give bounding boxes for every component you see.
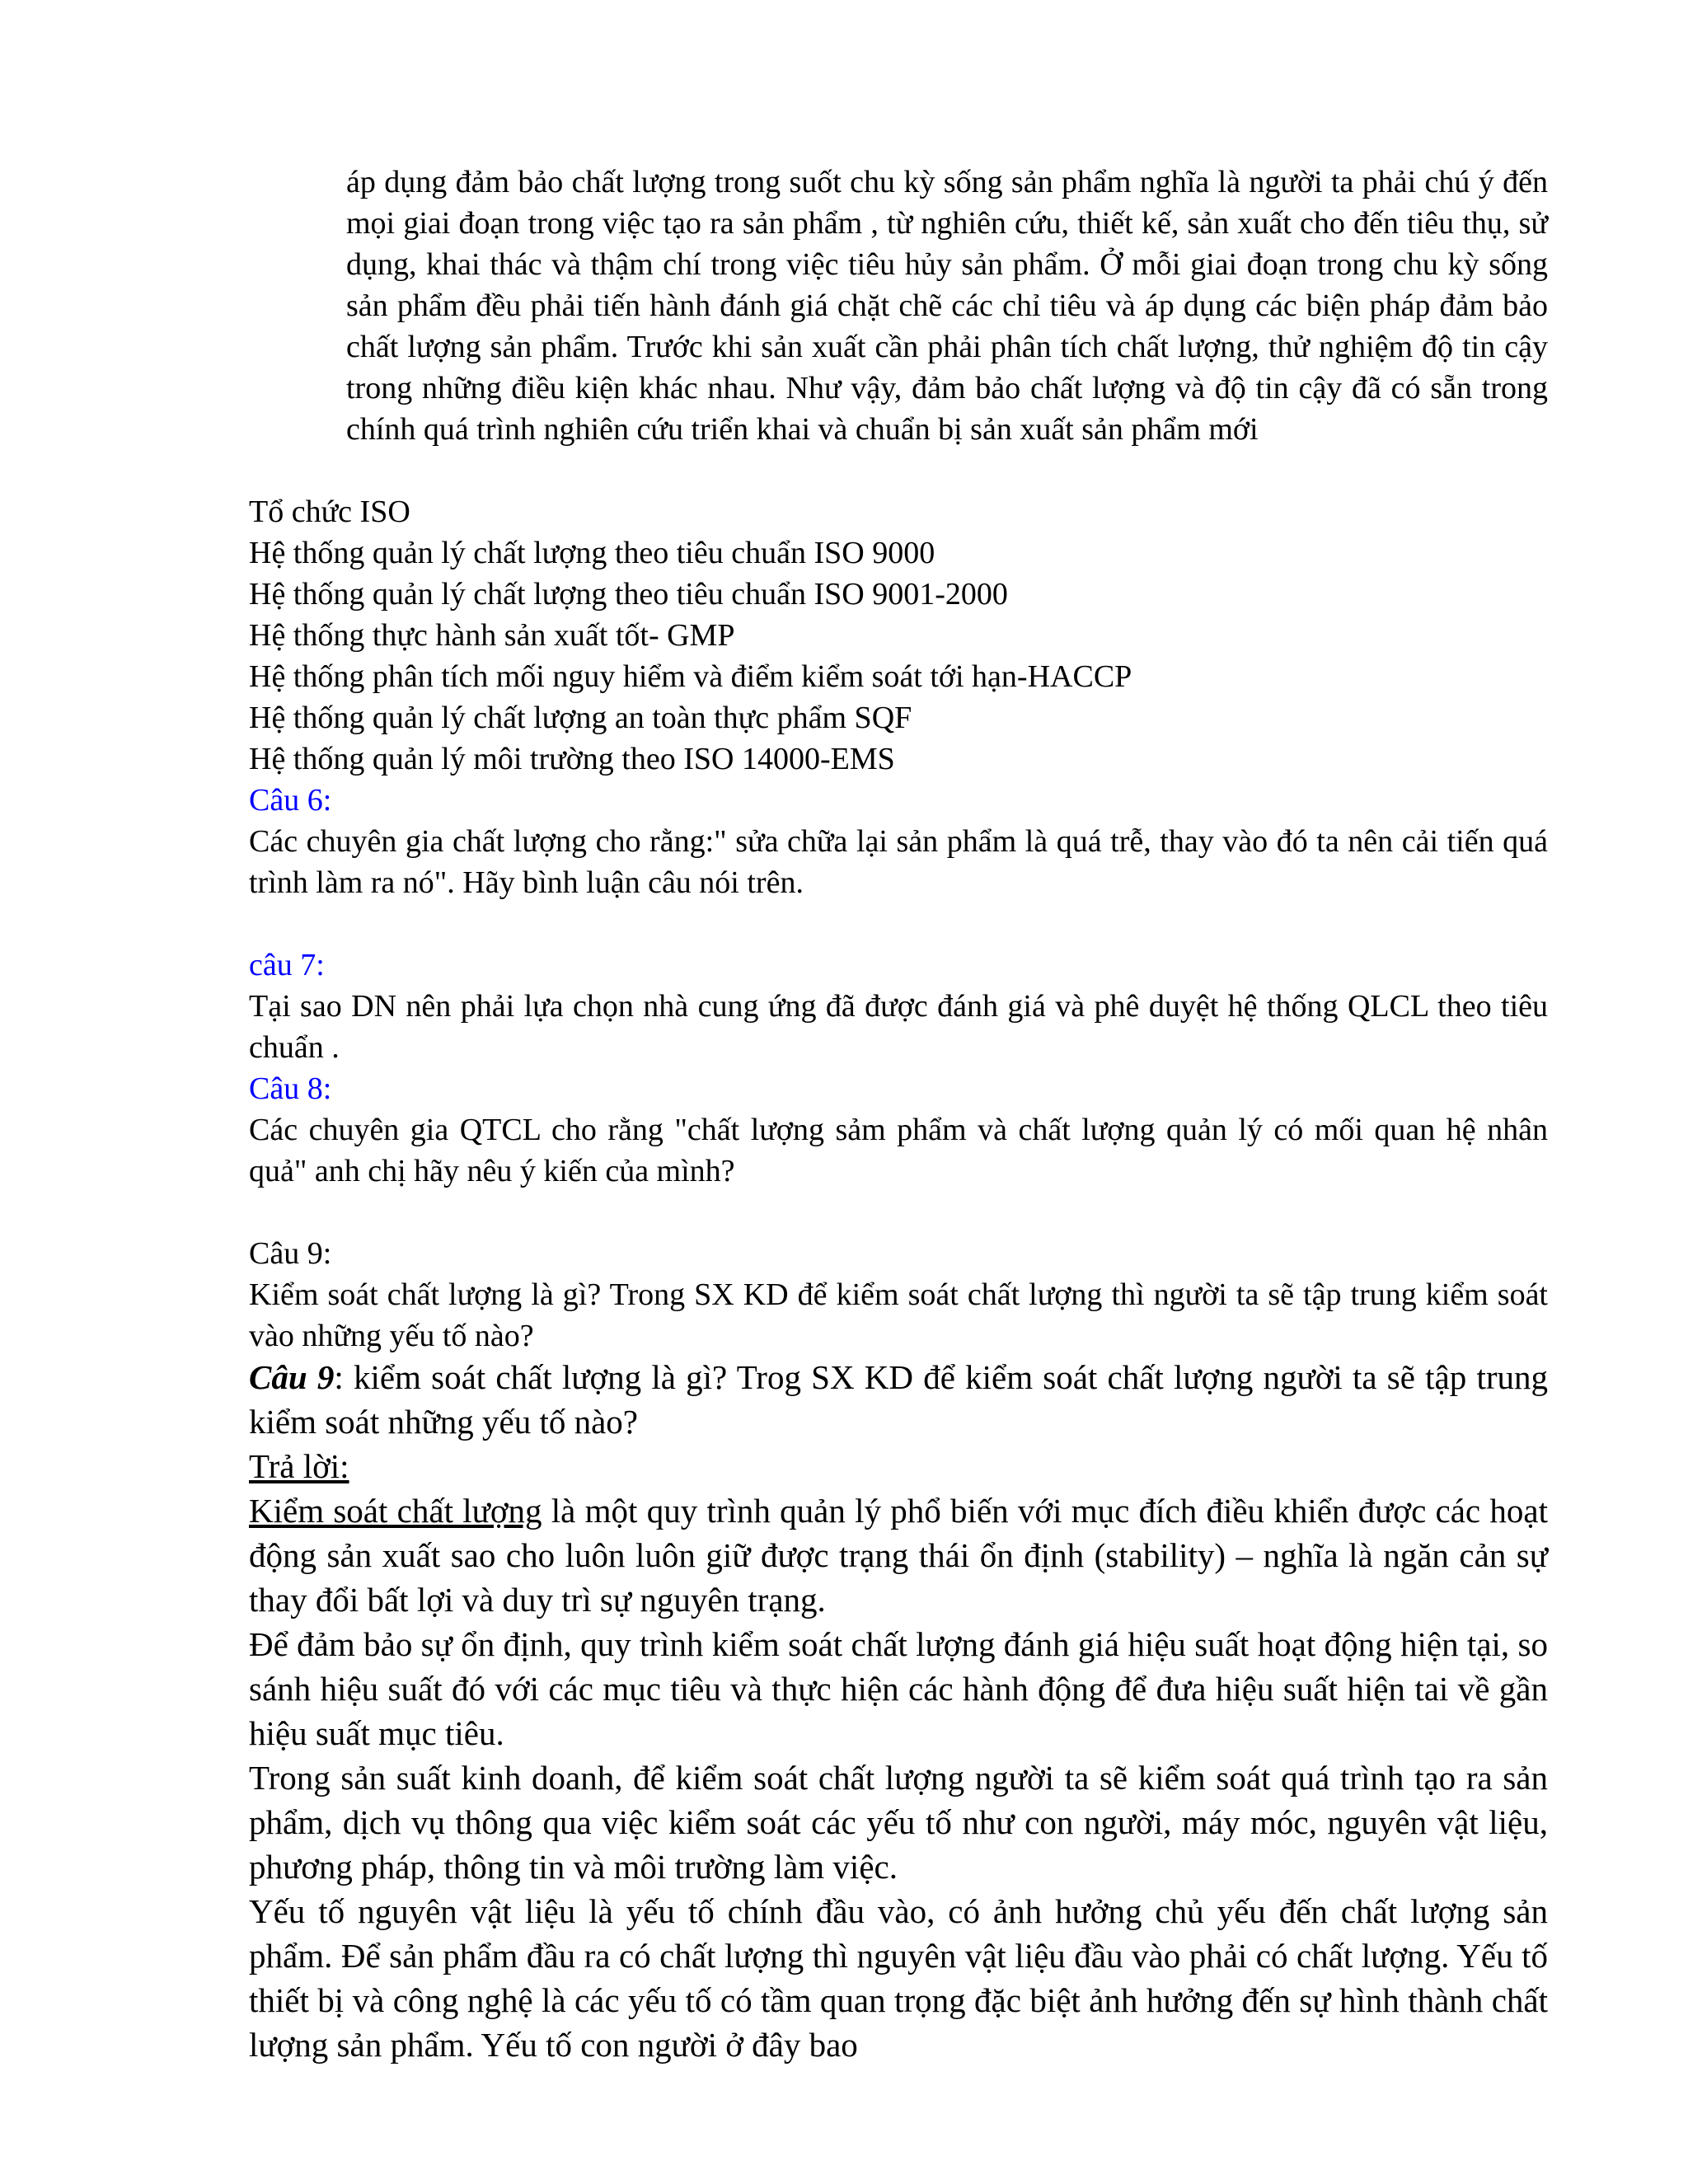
list-item: Hệ thống phân tích mối nguy hiểm và điểm kiểm soát tới hạn-HACCP [249, 659, 1132, 694]
question-7-heading: câu 7: [249, 948, 325, 982]
question-8-heading: Câu 8: [249, 1071, 332, 1106]
list-item: Tổ chức ISO [249, 494, 410, 529]
question-9-restated [249, 1355, 1548, 1444]
question-6-text: Các chuyên gia chất lượng cho rằng:" sửa chữa lại sản phẩm là quá trễ, thay vào đó ta nên cải tiến quá trình làm ra nó". Hãy bình luận câu nói trên. [249, 824, 1548, 900]
question-9-restated-text: : kiểm soát chất lượng là gì? Trog SX KD để kiểm soát chất lượng người ta sẽ tập trung kiểm soát những yếu tố nào? [249, 1358, 1548, 1441]
list-item: Hệ thống quản lý môi trường theo ISO 14000-EMS [249, 742, 895, 776]
list-item: Hệ thống thực hành sản xuất tốt- GMP [249, 618, 735, 653]
list-item: Hệ thống quản lý chất lượng an toàn thực phẩm SQF [249, 701, 912, 735]
answer-paragraph-1-text: là một quy trình quản lý phổ biến với mục đích điều khiển được các hoạt động sản xuất sao cho luôn luôn giữ được trạng thái ổn định (stability) – nghĩa là ngăn cản sự thay đổi bất lợi và duy trì sự nguyên trạng. [249, 1492, 1548, 1619]
answer-body [249, 1488, 1548, 2067]
question-9-label: Câu 9 [249, 1358, 335, 1396]
answer-paragraph-4: Yếu tố nguyên vật liệu là yếu tố chính đầu vào, có ảnh hưởng chủ yếu đến chất lượng sản phẩm. Để sản phẩm đầu ra có chất lượng thì nguyên vật liệu đầu vào phải có chất lượng. Yếu tố thiết bị và công nghệ là các yếu tố có tầm quan trọng đặc biệt ảnh hưởng đến sự hình thành chất lượng sản phẩm. Yếu tố con người ở đây bao [249, 1892, 1548, 2064]
list-item: Hệ thống quản lý chất lượng theo tiêu chuẩn ISO 9001-2000 [249, 577, 1008, 612]
intro-paragraph: áp dụng đảm bảo chất lượng trong suốt chu kỳ sống sản phẩm nghĩa là người ta phải chú ý đến mọi giai đoạn trong việc tạo ra sản phẩm , từ nghiên cứu, thiết kế, sản xuất cho đến tiêu thụ, sử dụng, khai thác và thậm chí trong việc tiêu hủy sản phẩm. Ở mỗi giai đoạn trong chu kỳ sống sản phẩm đều phải tiến hành đánh giá chặt chẽ các chỉ tiêu và áp dụng các biện pháp đảm bảo chất lượng sản phẩm. Trước khi sản xuất cần phải phân tích chất lượng, thử nghiệm độ tin cậy trong những điều kiện khác nhau. Như vậy, đảm bảo chất lượng và độ tin cậy đã có sẵn trong chính quá trình nghiên cứu triển khai và chuẩn bị sản xuất sản phẩm mới [346, 165, 1548, 447]
iso-system-list [249, 491, 1548, 780]
question-6-heading: Câu 6: [249, 783, 332, 818]
question-9-text: Kiểm soát chất lượng là gì? Trong SX KD để kiểm soát chất lượng thì người ta sẽ tập trung kiểm soát vào những yếu tố nào? [249, 1277, 1548, 1353]
answer-paragraph-3: Trong sản suất kinh doanh, để kiểm soát chất lượng người ta sẽ kiểm soát quá trình tạo ra sản phẩm, dịch vụ thông qua việc kiểm soát các yếu tố như con người, máy móc, nguyên vật liệu, phương pháp, thông tin và môi trường làm việc. [249, 1759, 1548, 1886]
answer-paragraph-1 [249, 1488, 1548, 1622]
answer-paragraph-2: Để đảm bảo sự ổn định, quy trình kiểm soát chất lượng đánh giá hiệu suất hoạt động hiện tại, so sánh hiệu suất đó với các mục tiêu và thực hiện các hành động để đưa hiệu suất hiện tai về gần hiệu suất mục tiêu. [249, 1625, 1548, 1752]
answer-term: Kiểm soát chất lượng [249, 1492, 542, 1530]
question-8-text: Các chuyên gia QTCL cho rằng "chất lượng sảm phẩm và chất lượng quản lý có mối quan hệ nhân quả" anh chị hãy nêu ý kiến của mình? [249, 1113, 1548, 1188]
list-item: Hệ thống quản lý chất lượng theo tiêu chuẩn ISO 9000 [249, 536, 935, 570]
question-7-text: Tại sao DN nên phải lựa chọn nhà cung ứng đã được đánh giá và phê duyệt hệ thống QLCL theo tiêu chuẩn . [249, 989, 1548, 1065]
answer-label: Trả lời: [249, 1447, 349, 1485]
question-9-heading: Câu 9: [249, 1236, 332, 1271]
